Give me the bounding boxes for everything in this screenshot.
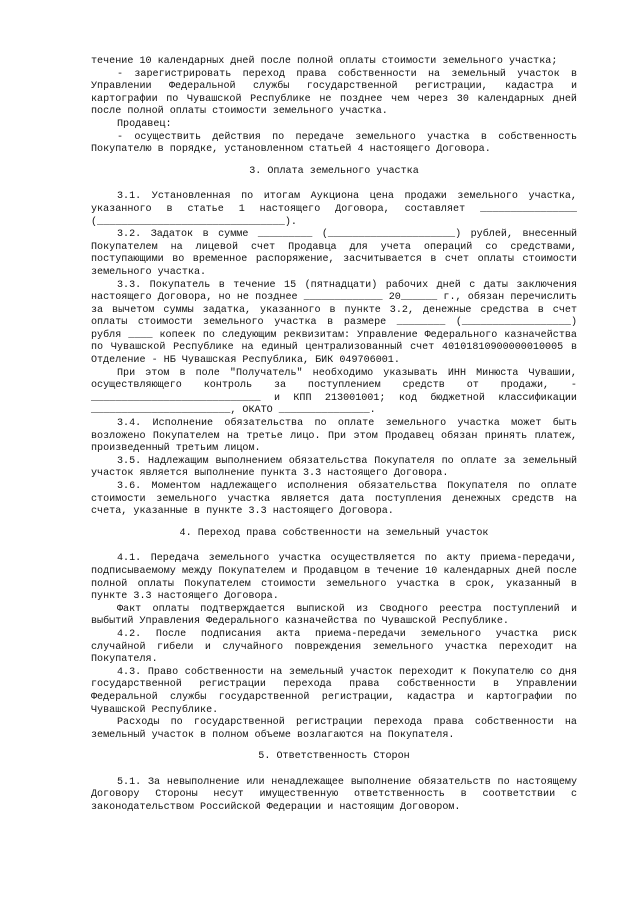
section-heading: 5. Ответственность Сторон (258, 751, 410, 763)
document-page (91, 56, 577, 815)
paragraph: 3.2. Задаток в сумме _________ (_____________________) рублей, внесенный Покупателем на лицевой счет Продавца для учета операций со средствами, поступающими во временное распоряжение, засчитывается в счет оплаты стоимости земельного участка. (91, 229, 577, 278)
paragraph: 5.1. За невыполнение или ненадлежащее выполнение обязательств по настоящему Договору Стороны несут имущественную ответственность в соответствии с законодательством Российской Федерации и настоящим Договором. (91, 776, 577, 814)
section-heading: 4. Переход права собственности на земельный участок (179, 527, 489, 539)
paragraph: 3.3. Покупатель в течение 15 (пятнадцати) рабочих дней с даты заключения настоящего Договора, но не позднее _____________ 20______ г., обязан перечислить за вычетом суммы задатка, указанного в пункте 3.2, денежные средства в счет оплаты стоимости земельного участка в размере ________ (__________________) рубля ____ копеек по следующим реквизитам: Управление Федерального казначейства по Чувашской Республике на единый централизованный счет 40101810900000010005 в Отделение - НБ Чувашская Республика, БИК 049706001. (91, 279, 577, 367)
paragraph: 4.1. Передача земельного участка осуществляется по акту приема-передачи, подписываемому между Покупателем и Продавцом в течение 10 календарных дней после полной оплаты Покупателем стоимости земельного участка в срок, указанный в пункте 3.3 настоящего Договора. (91, 553, 577, 603)
paragraph: - осуществить действия по передаче земельного участка в собственность Покупателю в порядке, установленном статьей 4 настоящего Договора. (91, 131, 577, 156)
paragraph: - зарегистрировать переход права собственности на земельный участок в Управлении Федеральной службы государственной регистрации, кадастра и картографии по Чувашской Республике не позднее чем через 30 календарных дней после полной оплаты стоимости земельного участка. (91, 68, 577, 118)
paragraph: 3.4. Исполнение обязательства по оплате земельного участка может быть возложено Покупателем на третье лицо. При этом Продавец обязан принять платеж, произведенный третьим лицом. (91, 418, 577, 455)
paragraph: При этом в поле "Получатель" необходимо указывать ИНН Минюста Чувашии, осуществляющего контроль за поступлением средств от продажи, - ____________________________ и КПП 213001001; код бюджетной классификации _______________________, ОКАТО _______________. (91, 367, 577, 417)
paragraph: 4.3. Право собственности на земельный участок переходит к Покупателю со дня государственной регистрации перехода права собственности в Управлении Федеральной службы государственной регистрации, кадастра и картографии по Чувашской Республике. (91, 666, 577, 716)
paragraph: течение 10 календарных дней после полной оплаты стоимости земельного участка; (91, 56, 558, 67)
paragraph: 4.2. После подписания акта приема-передачи земельного участка риск случайной гибели и случайного повреждения земельного участка переходит на Покупателя. (91, 628, 577, 666)
paragraph: 3.5. Надлежащим выполнением обязательства Покупателя по оплате за земельный участок является выполнение пункта 3.3 настоящего Договора. (91, 455, 577, 480)
paragraph: Расходы по государственной регистрации перехода права собственности на земельный участок в полном объеме возлагаются на Покупателя. (91, 717, 577, 741)
section-heading: 3. Оплата земельного участка (249, 165, 419, 177)
paragraph: 3.6. Моментом надлежащего исполнения обязательства Покупателя по оплате стоимости земельного участка является дата поступления денежных средств на счета, указанные в пункте 3.3 настоящего Договора. (91, 481, 577, 518)
paragraph: Факт оплаты подтверждается выпиской из Сводного реестра поступлений и выбытий Управления Федерального казначейства по Чувашской Республике. (91, 603, 577, 628)
paragraph: 3.1. Установленная по итогам Аукциона цена продажи земельного участка, указанного в статье 1 настоящего Договора, составляет ________________ (_______________________________). (91, 191, 577, 228)
paragraph: Продавец: (117, 118, 172, 130)
